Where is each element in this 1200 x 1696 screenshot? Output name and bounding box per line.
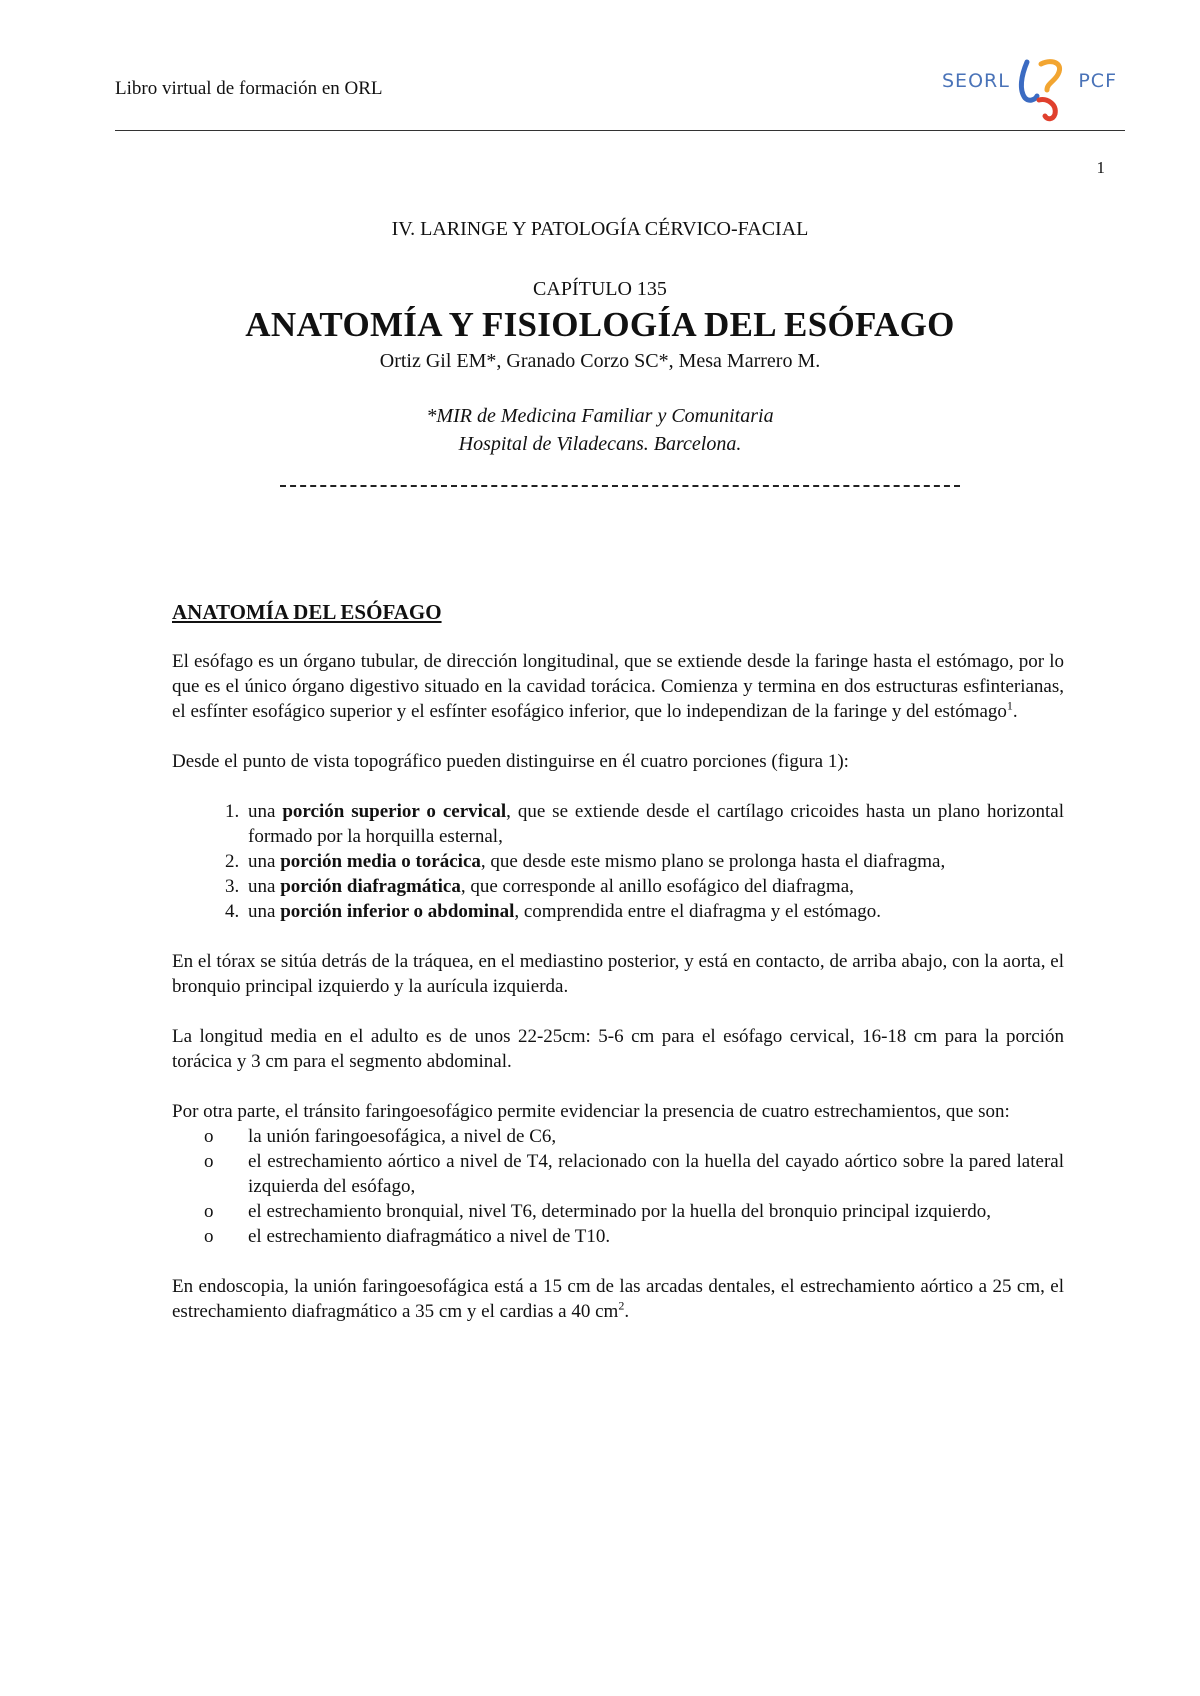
seorl-pcf-logo <box>942 54 1117 124</box>
dashed-divider <box>280 485 960 487</box>
paragraph-portions-intro: Desde el punto de vista topográfico pueden distinguirse en él cuatro porciones (figura 1): <box>172 751 849 772</box>
list-item <box>244 849 1064 874</box>
narrowings-list <box>172 1124 1064 1249</box>
paragraph-endoscopy-text: En endoscopia, la unión faringoesofágica está a 15 cm de las arcadas dentales, el estrechamiento aórtico a 25 cm, el estrechamiento diafragmático a 35 cm y el cardias a 40 cm <box>172 1276 1064 1322</box>
logo-text-pcf: PCF <box>1078 70 1117 92</box>
paragraph-length: La longitud media en el adulto es de unos 22-25cm: 5-6 cm para el esófago cervical, 16-18 cm para la porción torácica y 3 cm para el segmento abdominal. <box>172 1026 1064 1072</box>
paragraph-intro <box>172 649 1064 724</box>
main-content <box>172 600 1064 1349</box>
paragraph-intro-text: El esófago es un órgano tubular, de dirección longitudinal, que se extiende desde la faringe hasta el estómago, por lo que es el único órgano digestivo situado en la cavidad torácica. Comienza y termina en dos estructuras esfinterianas, el esfínter esofágico superior y el esfínter esofágico inferior, que lo independizan de la faringe y del estómago <box>172 651 1064 722</box>
logo-mark-icon <box>1017 54 1077 124</box>
list-item-post: , que desde este mismo plano se prolonga hasta el diafragma, <box>480 851 946 872</box>
affiliation-line-1: *MIR de Medicina Familiar y Comunitaria <box>426 405 774 427</box>
list-item-pre: una <box>248 851 281 872</box>
paragraph-endoscopy <box>172 1274 1064 1324</box>
list-item: o el estrechamiento diafragmático a nivel de T10. <box>244 1224 1064 1249</box>
list-item-bold: porción superior o cervical <box>282 801 507 822</box>
section-heading: ANATOMÍA DEL ESÓFAGO <box>172 600 442 624</box>
list-item-post: , que se extiende desde el cartílago cricoides hasta un plano horizontal formado por la horquilla esternal, <box>248 801 1064 847</box>
list-item: o el estrechamiento aórtico a nivel de T4, relacionado con la huella del cayado aórtico sobre la pared lateral izquierda del esófago, <box>244 1149 1064 1199</box>
list-item-bold: porción diafragmática <box>280 876 461 897</box>
header-book-title: Libro virtual de formación en ORL <box>115 78 383 99</box>
chapter-number: CAPÍTULO 135 <box>533 278 667 300</box>
part-heading: IV. LARINGE Y PATOLOGÍA CÉRVICO-FACIAL <box>391 218 809 240</box>
list-item-post: , que corresponde al anillo esofágico del diafragma, <box>460 876 854 897</box>
list-item-post: , comprendida entre el diafragma y el estómago. <box>514 901 882 922</box>
list-item-pre: una <box>248 876 281 897</box>
reference-1: 1 <box>1006 698 1013 713</box>
logo-text-seorl: SEORL <box>942 70 1010 92</box>
list-item-pre: una <box>248 901 281 922</box>
list-item <box>244 799 1064 849</box>
paragraph-narrowings-intro: Por otra parte, el tránsito faringoesofágico permite evidenciar la presencia de cuatro estrechamientos, que son: <box>172 1101 1010 1122</box>
chapter-title: ANATOMÍA Y FISIOLOGÍA DEL ESÓFAGO <box>245 305 955 344</box>
paragraph-endoscopy-end: . <box>624 1301 630 1322</box>
list-item <box>244 899 1064 924</box>
list-item: o el estrechamiento bronquial, nivel T6, determinado por la huella del bronquio principal izquierdo, <box>244 1199 1064 1224</box>
paragraph-intro-end: . <box>1012 701 1018 722</box>
list-item-bold: porción media o torácica <box>280 851 481 872</box>
affiliation-line-2: Hospital de Viladecans. Barcelona. <box>458 433 742 455</box>
list-item-pre: una <box>248 801 283 822</box>
list-item: o la unión faringoesofágica, a nivel de C6, <box>244 1124 1064 1149</box>
page-number: 1 <box>1096 158 1105 177</box>
authors: Ortiz Gil EM*, Granado Corzo SC*, Mesa Marrero M. <box>379 350 821 372</box>
list-item-bold: porción inferior o abdominal <box>280 901 515 922</box>
paragraph-thorax: En el tórax se sitúa detrás de la tráquea, en el mediastino posterior, y está en contacto, de arriba abajo, con la aorta, el bronquio principal izquierdo y la aurícula izquierda. <box>172 951 1064 997</box>
reference-2: 2 <box>618 1298 625 1313</box>
portions-list <box>172 799 1064 924</box>
page-header <box>115 60 1125 131</box>
list-item <box>244 874 1064 899</box>
